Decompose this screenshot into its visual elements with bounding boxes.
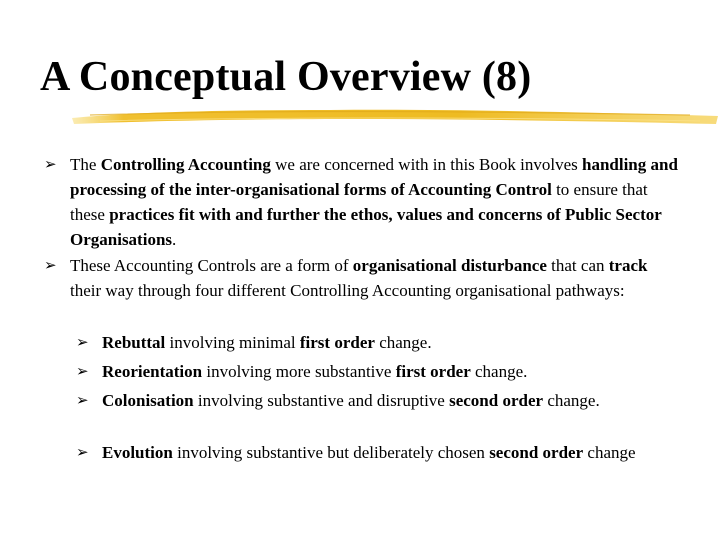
arrowhead-bullet-icon: ➢ (44, 256, 57, 274)
text-run: involving substantive but deliberately chosen (172, 443, 490, 462)
text-run: involving more substantive (202, 362, 396, 381)
arrowhead-bullet-icon: ➢ (76, 333, 89, 351)
bold-text-run: first order (395, 362, 471, 381)
text-run: that can (546, 256, 609, 275)
bullet-controlling-accounting (44, 152, 680, 252)
bold-text-run: second order (489, 443, 584, 462)
arrowhead-bullet-icon: ➢ (44, 155, 57, 173)
text-run: their way through four different Controlling Accounting organisational pathways: (70, 281, 625, 300)
title-underline-brushstroke (70, 104, 720, 132)
bold-text-run: Evolution (102, 443, 173, 462)
text-run: change. (374, 333, 432, 352)
sub-bullet-colonisation (76, 388, 676, 413)
text-run: we are concerned with in this Book involves (270, 155, 582, 174)
sub-bullet-reorientation (76, 359, 676, 384)
sub-bullet-evolution (76, 440, 676, 465)
arrowhead-bullet-icon: ➢ (76, 443, 89, 461)
bold-text-run: track (608, 256, 648, 275)
bold-text-run: Colonisation (102, 391, 194, 410)
text-run: change. (470, 362, 528, 381)
bullet-text (70, 152, 680, 252)
text-run: to ensure that these (70, 180, 648, 224)
arrowhead-bullet-icon: ➢ (76, 362, 89, 380)
text-run: These Accounting Controls are a form of (70, 256, 353, 275)
text-run: change. (543, 391, 600, 410)
bold-text-run: handling and processing of the inter-organisational forms of Accounting Control (70, 155, 678, 199)
sub-bullet-text (102, 388, 676, 413)
bold-text-run: second order (449, 391, 544, 410)
bold-text-run: Reorientation (102, 362, 203, 381)
bold-text-run: first order (299, 333, 375, 352)
bold-text-run: Rebuttal (102, 333, 166, 352)
bullet-accounting-controls (44, 253, 680, 303)
slide-title: A Conceptual Overview (8) (40, 54, 532, 100)
bold-text-run: practices fit with and further the ethos, values and concerns of Public Sector Organisations (70, 205, 662, 249)
text-run: The (70, 155, 101, 174)
text-run: involving substantive and disruptive (193, 391, 450, 410)
sub-bullet-text (102, 440, 676, 465)
arrowhead-bullet-icon: ➢ (76, 391, 89, 409)
bullet-text (70, 253, 680, 303)
sub-bullet-text (102, 330, 676, 355)
bold-text-run: organisational disturbance (352, 256, 547, 275)
sub-bullet-text (102, 359, 676, 384)
text-run: . (172, 230, 177, 249)
sub-bullet-rebuttal (76, 330, 676, 355)
bold-text-run: Controlling Accounting (100, 155, 271, 174)
text-run: involving minimal (165, 333, 300, 352)
text-run: change (583, 443, 636, 462)
